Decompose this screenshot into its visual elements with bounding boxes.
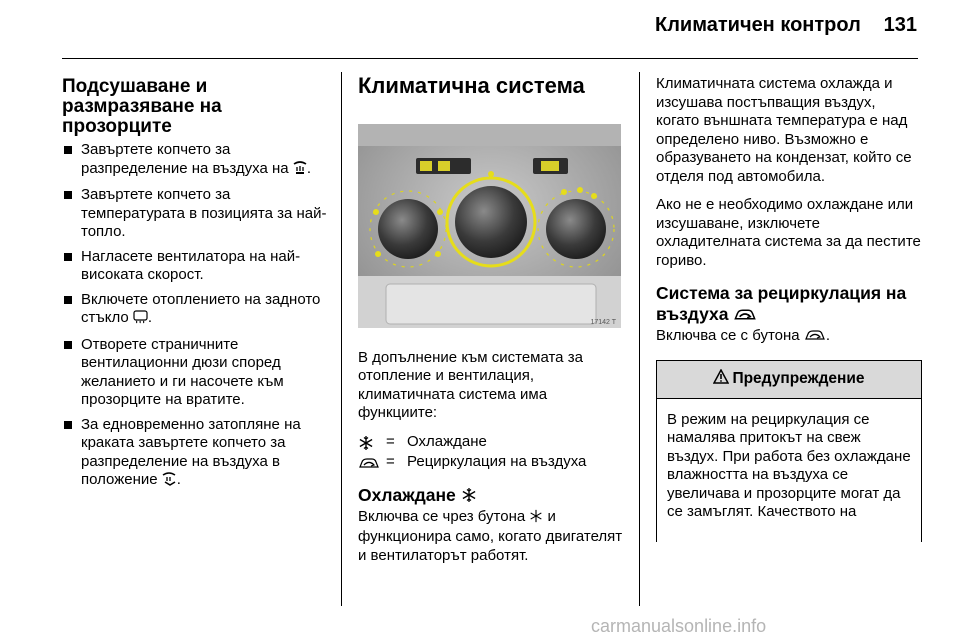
windshield-floor-airflow-icon: [162, 471, 177, 492]
recirculation-icon: [358, 456, 386, 470]
page-header-title: Климатичен контрол: [655, 14, 861, 36]
snowflake-icon: [461, 487, 477, 508]
function-label: Охлаждане: [407, 433, 487, 451]
defrost-steps: [62, 141, 334, 492]
defrost-heading: Подсушаване и размразяване на прозорците: [62, 76, 222, 137]
warning-header: Предупреждение: [657, 361, 921, 399]
windshield-airflow-icon: [293, 160, 307, 181]
list-item: Включете отоплението на задното стъкло .: [62, 291, 334, 330]
warning-triangle-icon: [713, 369, 729, 390]
header-rule: [62, 58, 918, 59]
list-item: Завъртете копчето за разпределение на въздуха на .: [62, 141, 334, 180]
climate-control-panel-photo: [358, 124, 621, 328]
snowflake-icon: [358, 435, 386, 451]
snowflake-icon: [529, 509, 543, 529]
ac-heading: Климатична система: [358, 73, 585, 98]
cooling-heading: Охлаждане: [358, 485, 630, 508]
ac-intro: В допълнение към системата за отопление и вентилация, климатичната система има функциите:: [358, 348, 583, 421]
rear-window-heater-icon: [133, 310, 148, 330]
page-number: 131: [883, 14, 917, 36]
watermark: carmanualsonline.info: [591, 616, 767, 636]
ac-savings-note: Ако не е необходимо охлаждане или изсушаване, изключете охладителната система за да пестите гориво.: [656, 196, 921, 269]
list-item: Отворете страничните вентилационни дюзи според желанието и ги насочете към прозорците на вратите.: [62, 336, 334, 410]
function-label: Рециркулация на въздуха: [407, 453, 587, 471]
cooling-text: Включва се чрез бутона и функционира само, когато двигателят и вентилаторът работят.: [358, 507, 623, 564]
column-1: [62, 77, 334, 498]
column-2: [358, 73, 630, 565]
recirculation-icon: [733, 306, 757, 327]
function-row-cooling: = Охлаждане: [358, 433, 630, 453]
function-row-recirculation: = Рециркулация на въздуха: [358, 453, 630, 473]
recirculation-heading: Система за рециркулация на въздуха: [656, 283, 922, 327]
list-item: Завъртете копчето за температурата в позицията за най-топло.: [62, 186, 334, 242]
column-3: [656, 75, 922, 542]
warning-text: В режим на рециркулация се намалява притокът на свеж въздух. При работа без охлаждане влажността на въздуха се увеличава и прозорците могат да се замъглят. Качеството на: [667, 410, 911, 520]
image-code: 17142 T: [590, 319, 616, 326]
recirculation-icon: [804, 328, 826, 348]
list-item: Нагласете вентилатора на най-високата скорост.: [62, 248, 334, 285]
list-item: За едновременно затопляне на краката завъртете копчето за разпределение на въздуха в положение .: [62, 416, 334, 492]
warning-box: [656, 360, 922, 542]
recirculation-text: Включва се с бутона .: [656, 327, 922, 348]
column-divider-right: [639, 72, 640, 606]
ac-description: Климатичната система охлажда и изсушава постъпващия въздух, когато външната температура е над определено ниво. Възможно е образуването на кондензат, който се отделя под автомобила.: [656, 75, 912, 185]
column-divider-left: [341, 72, 342, 606]
